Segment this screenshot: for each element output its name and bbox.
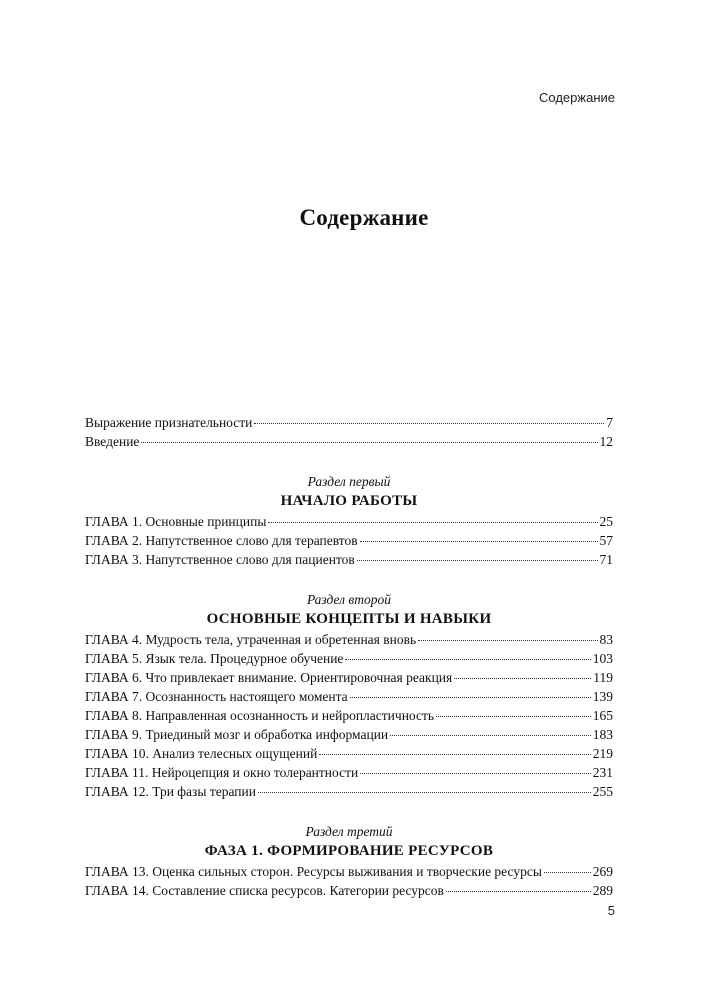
toc-entry[interactable] [85, 413, 613, 432]
toc-entry-page: 71 [599, 552, 613, 567]
toc-entry[interactable] [85, 881, 613, 900]
page-number: 5 [607, 903, 615, 918]
toc-entry-page: 12 [599, 434, 613, 449]
section-title: ОСНОВНЫЕ КОНЦЕПТЫ И НАВЫКИ [206, 611, 492, 627]
toc-entry-label: ГЛАВА 13. Оценка сильных сторон. Ресурсы выживания и творческие ресурсы [85, 864, 542, 879]
dot-leader [454, 678, 591, 679]
toc-entry[interactable] [85, 649, 613, 668]
toc-section [85, 822, 613, 900]
toc-entry-page: 25 [599, 514, 613, 529]
toc-entry-label: ГЛАВА 12. Три фазы терапии [85, 784, 256, 799]
toc-entry-label: ГЛАВА 3. Напутственное слово для пациентов [85, 552, 355, 567]
toc-entry-label: ГЛАВА 5. Язык тела. Процедурное обучение [85, 651, 344, 666]
toc-entry-page: 7 [606, 415, 613, 430]
toc-entry-label: ГЛАВА 8. Направленная осознанность и нейропластичность [85, 708, 435, 723]
front-matter-list [85, 413, 613, 451]
toc-entry-page: 139 [592, 689, 613, 704]
toc-entry-page: 57 [599, 533, 613, 548]
toc-entry-page: 219 [592, 746, 613, 761]
toc-entry-page: 231 [592, 765, 613, 780]
dot-leader [141, 442, 597, 443]
section-subtitle: Раздел третий [305, 824, 393, 839]
dot-leader [345, 659, 590, 660]
toc-entry-label: ГЛАВА 7. Осознанность настоящего момента [85, 689, 348, 704]
dot-leader [319, 754, 590, 755]
toc-section [85, 472, 613, 569]
toc-entry[interactable] [85, 668, 613, 687]
toc-section [85, 590, 613, 801]
dot-leader [357, 560, 598, 561]
toc-entry-page: 83 [599, 632, 613, 647]
toc-entry-page: 165 [592, 708, 613, 723]
toc-entry-page: 269 [592, 864, 613, 879]
toc-entry[interactable] [85, 687, 613, 706]
section-title: НАЧАЛО РАБОТЫ [280, 493, 418, 509]
toc-entry-page: 119 [593, 670, 613, 685]
dot-leader [446, 891, 591, 892]
toc-entry-label: ГЛАВА 9. Триединый мозг и обработка информации [85, 727, 389, 742]
dot-leader [360, 773, 591, 774]
toc-entry-label: ГЛАВА 1. Основные принципы [85, 514, 267, 529]
toc-entry-label: ГЛАВА 14. Составление списка ресурсов. Категории ресурсов [85, 883, 444, 898]
toc-entry-label: ГЛАВА 4. Мудрость тела, утраченная и обретенная вновь [85, 632, 417, 647]
toc-entry-label: ГЛАВА 2. Напутственное слово для терапевтов [85, 533, 358, 548]
section-heading [85, 822, 613, 862]
toc-entry-page: 255 [592, 784, 613, 799]
dot-leader [258, 792, 591, 793]
toc-entry[interactable] [85, 782, 613, 801]
toc-entry[interactable] [85, 550, 613, 569]
section-subtitle: Раздел первый [307, 474, 391, 489]
toc-entry[interactable] [85, 531, 613, 550]
dot-leader [360, 541, 598, 542]
section-heading [85, 472, 613, 512]
toc-entry[interactable] [85, 763, 613, 782]
toc-entry-page: 183 [592, 727, 613, 742]
page-title: Содержание [299, 205, 429, 230]
toc-entry[interactable] [85, 630, 613, 649]
toc-entry[interactable] [85, 725, 613, 744]
dot-leader [418, 640, 597, 641]
toc-entry-label: Выражение признательности [85, 415, 253, 430]
dot-leader [390, 735, 591, 736]
toc-entry-label: ГЛАВА 6. Что привлекает внимание. Ориентировочная реакция [85, 670, 453, 685]
section-subtitle: Раздел второй [306, 592, 392, 607]
toc-entry-page: 103 [592, 651, 613, 666]
dot-leader [254, 423, 604, 424]
toc-entry-label: ГЛАВА 10. Анализ телесных ощущений [85, 746, 318, 761]
toc-entry[interactable] [85, 706, 613, 725]
dot-leader [436, 716, 591, 717]
toc-entry-label: Введение [85, 434, 140, 449]
section-title: ФАЗА 1. ФОРМИРОВАНИЕ РЕСУРСОВ [204, 843, 494, 859]
toc-entry-label: ГЛАВА 11. Нейроцепция и окно толерантности [85, 765, 359, 780]
toc-entry-page: 289 [592, 883, 613, 898]
toc-entry[interactable] [85, 512, 613, 531]
dot-leader [544, 872, 591, 873]
toc-entry[interactable] [85, 432, 613, 451]
toc-entry[interactable] [85, 744, 613, 763]
dot-leader [268, 522, 597, 523]
running-head: Содержание [539, 90, 615, 105]
toc-entry[interactable] [85, 862, 613, 881]
table-of-contents [85, 413, 613, 900]
dot-leader [350, 697, 591, 698]
section-heading [85, 590, 613, 630]
